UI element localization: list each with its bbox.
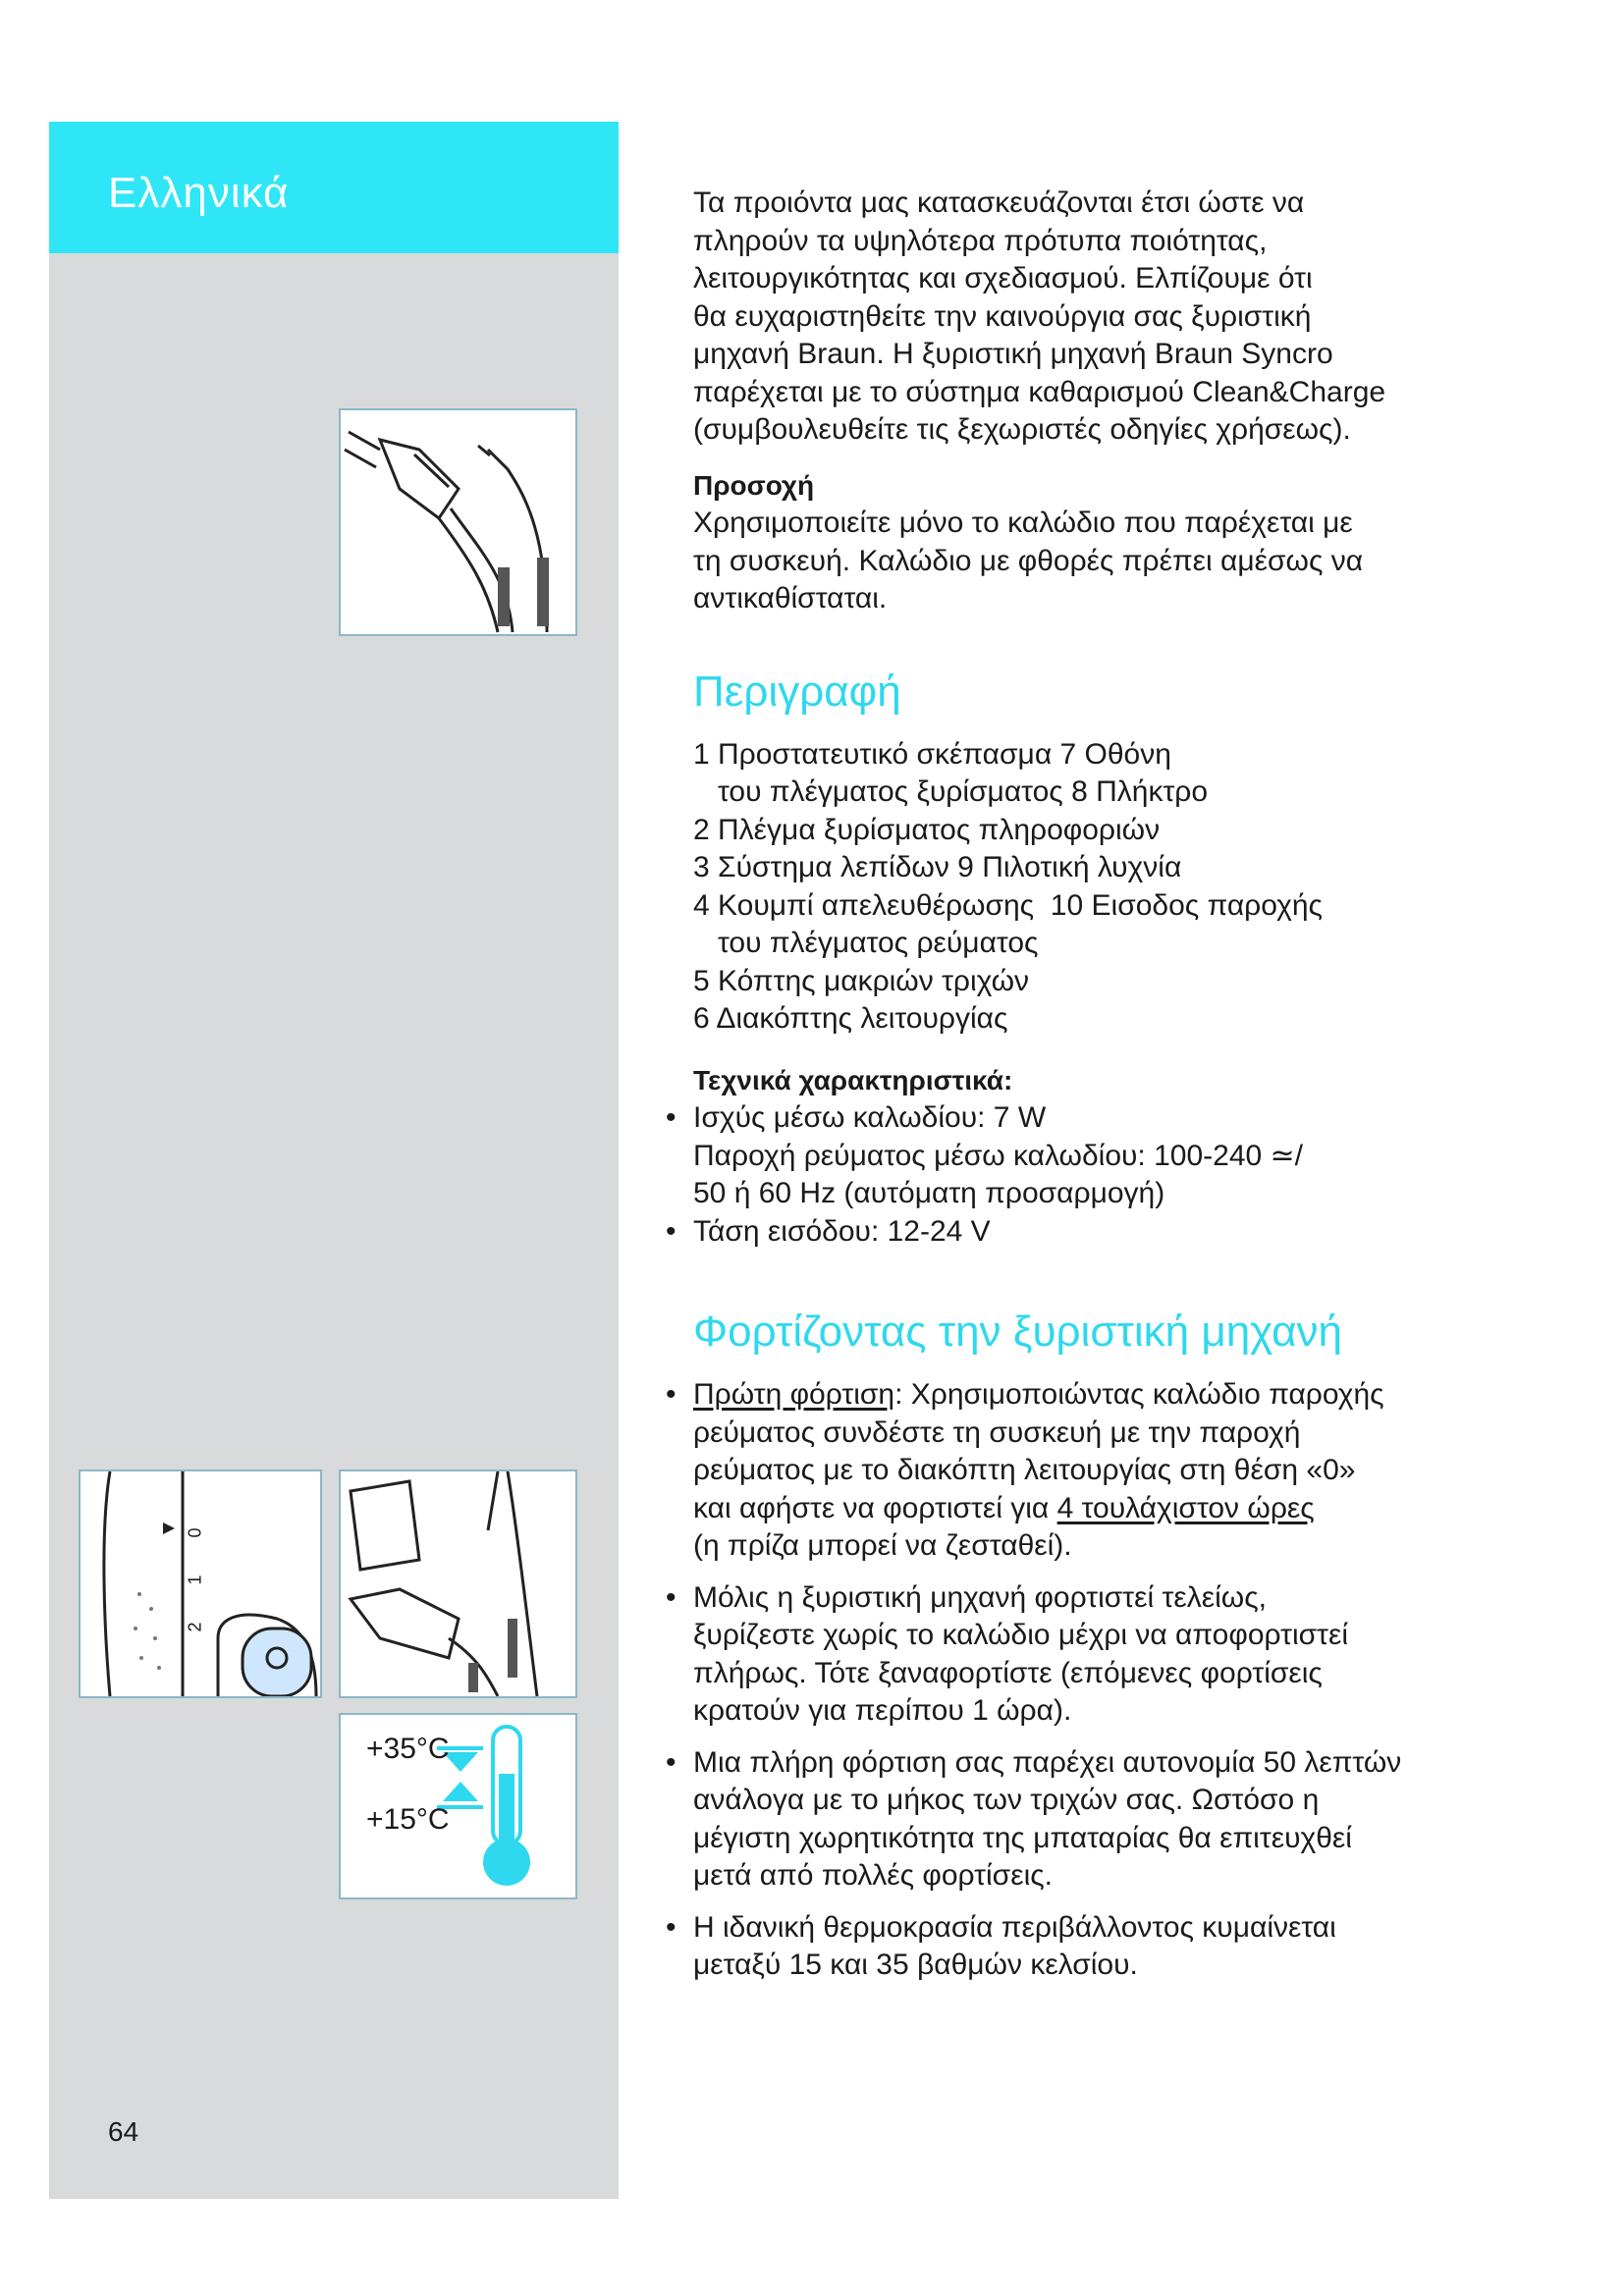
description-line: του πλέγματος ρεύματος xyxy=(693,927,1039,959)
first-charge-line: και αφήστε να φορτιστεί για xyxy=(693,1491,1057,1524)
temp-low-label: +15°C xyxy=(366,1803,450,1836)
description-list xyxy=(693,736,1557,1039)
intro-line: θα ευχαριστηθείτε την καινούργια σας ξυριστική xyxy=(693,299,1312,333)
caution-text xyxy=(693,505,1557,618)
charging-temperature xyxy=(666,1909,1557,1985)
main-content xyxy=(666,185,1557,1985)
intro-line: παρέχεται με το σύστημα καθαρισμού Clean&Charge xyxy=(693,375,1386,408)
description-line: 1 Προστατευτικό σκέπασμα 7 Οθόνη xyxy=(693,737,1171,771)
figure-plug-socket xyxy=(339,1469,577,1698)
first-charge-label: Πρώτη φόρτιση xyxy=(693,1378,895,1411)
intro-paragraph xyxy=(693,185,1557,450)
first-charge-line: ρεύματος με το διακόπτη λειτουργίας στη θέση «0» xyxy=(693,1454,1356,1486)
switch-label-0: 0 xyxy=(185,1527,205,1538)
figure-shaver-switch xyxy=(79,1469,322,1698)
bullet-dot: • xyxy=(666,1745,677,1779)
intro-line: πληρούν τα υψηλότερα πρότυπα ποιότητας, xyxy=(693,224,1268,257)
bullet-dot: • xyxy=(666,1101,677,1134)
bullet-dot: • xyxy=(666,1214,677,1248)
bullet-dot: • xyxy=(666,1378,677,1411)
spec-supply-line2: 50 ή 60 Hz (αυτόματη προσαρμογή) xyxy=(693,1177,1165,1209)
charging-line: κρατούν για περίπου 1 ώρα). xyxy=(693,1694,1072,1727)
description-line: 3 Σύστημα λεπίδων 9 Πιλοτική λυχνία xyxy=(693,851,1182,883)
charging-line: μέγιστη χωρητικότητα της μπαταρίας θα επιτευχθεί xyxy=(693,1821,1352,1854)
charging-line: μετά από πολλές φορτίσεις. xyxy=(693,1859,1054,1892)
caution-heading: Προσοχή xyxy=(693,469,815,501)
caution-line: αντικαθίσταται. xyxy=(693,582,888,614)
technical-specs xyxy=(666,1062,1557,1252)
spec-supply-line1: Παροχή ρεύματος μέσω καλωδίου: 100-240 ≃/ xyxy=(693,1139,1304,1172)
first-charge-text: : Χρησιμοποιώντας καλώδιο παροχής xyxy=(894,1378,1384,1411)
description-line: 5 Κόπτης μακριών τριχών xyxy=(693,964,1030,997)
caution-line: τη συσκευή. Καλώδιο με φθορές πρέπει αμέσως να xyxy=(693,544,1364,577)
switch-label-1: 1 xyxy=(185,1575,205,1585)
description-line: του πλέγματος ξυρίσματος 8 Πλήκτρο xyxy=(693,775,1209,808)
charging-line: ξυρίζεστε χωρίς το καλώδιο μέχρι να αποφορτιστεί xyxy=(693,1619,1349,1651)
charging-line: Μια πλήρη φόρτιση σας παρέχει αυτονομία 50 λεπτών xyxy=(693,1745,1402,1779)
temp-high-label: +35°C xyxy=(366,1733,450,1765)
charging-full xyxy=(666,1579,1557,1731)
intro-line: μηχανή Braun. Η ξυριστική μηχανή Braun Syncro xyxy=(693,338,1333,370)
bullet-dot: • xyxy=(666,1580,677,1614)
bullet-dot: • xyxy=(666,1910,677,1944)
description-line: 2 Πλέγμα ξυρίσματος πληροφοριών xyxy=(693,813,1161,846)
charging-line: Η ιδανική θερμοκρασία περιβάλλοντος κυμαίνεται xyxy=(693,1910,1336,1944)
intro-line: Τα προιόντα μας κατασκευάζονται έτσι ώστε να xyxy=(693,187,1305,219)
figure-temperature xyxy=(339,1713,577,1899)
description-line: 6 Διακόπτης λειτουργίας xyxy=(693,1002,1008,1035)
spec-input-text: Τάση εισόδου: 12-24 V xyxy=(693,1214,991,1248)
spec-input xyxy=(666,1213,1557,1252)
description-title: Περιγραφή xyxy=(693,667,901,716)
page-number: 64 xyxy=(108,2116,139,2147)
charging-title: Φορτίζοντας την ξυριστική μηχανή xyxy=(693,1308,1342,1356)
intro-line: λειτουργικότητας και σχεδιασμού. Ελπίζουμε ότι xyxy=(693,262,1313,294)
language-title: Ελληνικά xyxy=(108,169,290,217)
first-charge-line: ρεύματος συνδέστε τη συσκευή με την παροχή xyxy=(693,1415,1301,1449)
figure-cord-plug xyxy=(339,408,577,636)
charging-line: Μόλις η ξυριστική μηχανή φορτιστεί τελείως, xyxy=(693,1580,1267,1614)
spec-power xyxy=(666,1099,1557,1138)
charging-line: πλήρως. Τότε ξαναφορτίστε (επόμενες φορτίσεις xyxy=(693,1656,1323,1689)
switch-label-2: 2 xyxy=(185,1622,205,1632)
description-line: 4 Κουμπί απελευθέρωσης 10 Εισοδος παροχής xyxy=(693,888,1324,922)
charging-line: μεταξύ 15 και 35 βαθμών κελσίου. xyxy=(693,1949,1138,1981)
first-charge-line: (η πρίζα μπορεί να ζεσταθεί). xyxy=(693,1529,1072,1562)
intro-line: (συμβουλευθείτε τις ξεχωριστές οδηγίες χρήσεως). xyxy=(693,413,1351,446)
caution-line: Χρησιμοποιείτε μόνο το καλώδιο που παρέχεται με xyxy=(693,507,1353,539)
min-hours: 4 τουλάχιστον ώρες xyxy=(1056,1491,1315,1524)
charging-line: ανάλογα με το μήκος των τριχών σας. Ωστόσο η xyxy=(693,1784,1320,1816)
spec-power-text: Ισχύς μέσω καλωδίου: 7 W xyxy=(693,1101,1047,1134)
technical-heading: Τεχνικά χαρακτηριστικά: xyxy=(693,1064,1013,1095)
charging-autonomy xyxy=(666,1744,1557,1896)
charging-first xyxy=(666,1376,1557,1566)
